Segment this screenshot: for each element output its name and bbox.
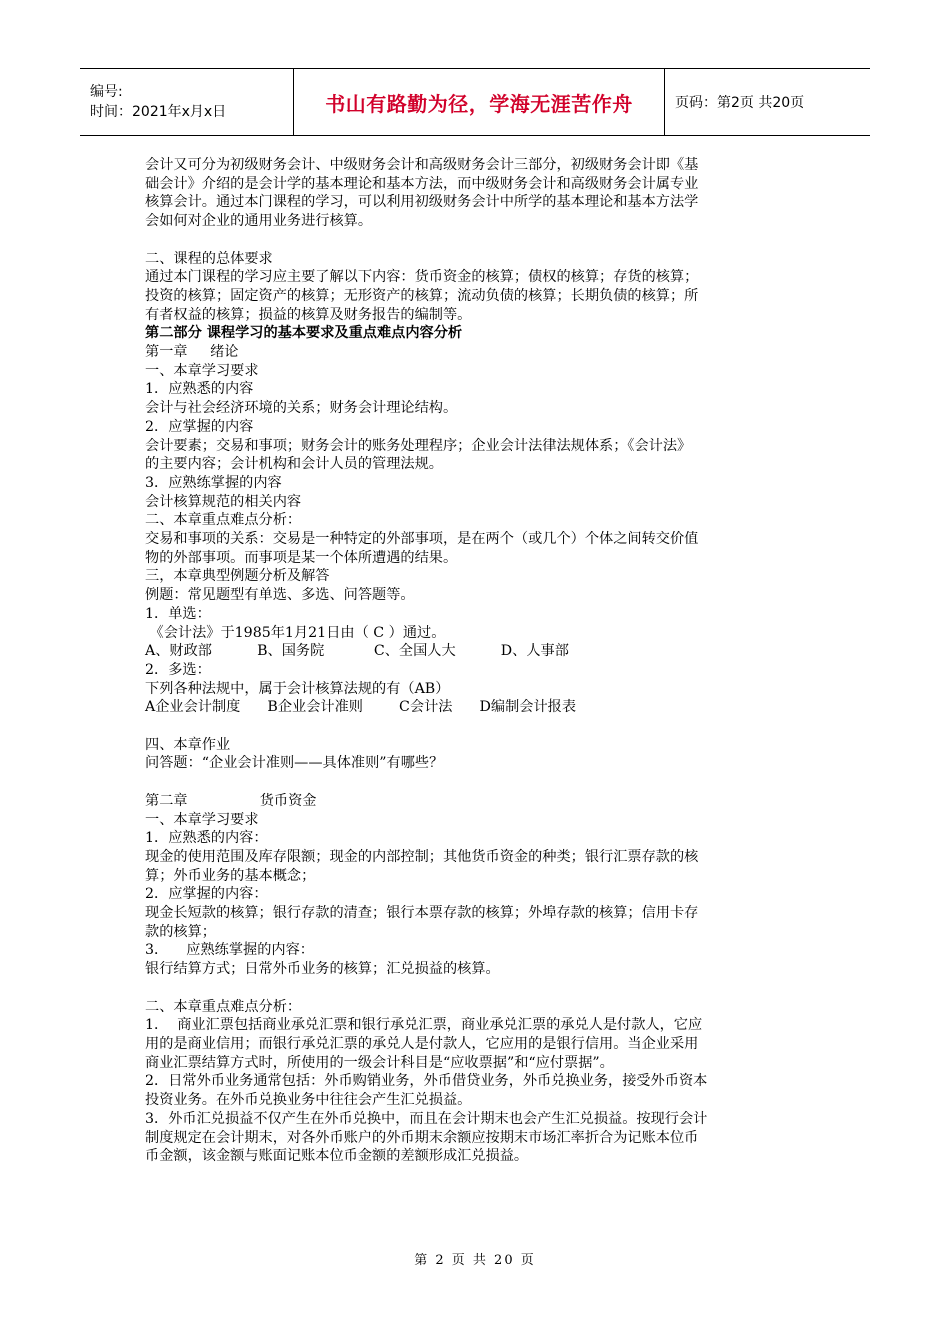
- document-body: [145, 156, 805, 1166]
- text-line: 3．外币汇兑损益不仅产生在外币兑换中，而且在会计期末也会产生汇兑损益。按现行会计: [145, 1110, 708, 1127]
- text-line: 二、本章重点难点分析：: [145, 998, 302, 1015]
- text-line: 核算会计。通过本门课程的学习，可以利用初级财务会计中所学的基本理论和基本方法学: [145, 194, 699, 211]
- text-line: 第一章 绪论: [145, 344, 239, 361]
- blank-line: [145, 231, 805, 250]
- text-line: 有者权益的核算；损益的核算及财务报告的编制等。: [145, 306, 472, 323]
- page-header: [80, 68, 870, 136]
- text-line: 3． 应熟练掌握的内容：: [145, 942, 314, 959]
- text-line: 币金额，该金额与账面记账本位币金额的差额形成汇兑损益。: [145, 1148, 529, 1165]
- text-line: A、财政部 B、国务院 C、全国人大 D、人事部: [145, 643, 569, 660]
- text-line: 银行结算方式；日常外币业务的核算；汇兑损益的核算。: [145, 961, 500, 978]
- text-line: 用的是商业信用；而银行承兑汇票的承兑人是付款人，它应用的是银行信用。当企业采用: [145, 1035, 699, 1052]
- text-line: 1．单选：: [145, 605, 211, 622]
- text-line: 会计又可分为初级财务会计、中级财务会计和高级财务会计三部分，初级财务会计即《基: [145, 157, 699, 173]
- header-page-number: 页码：第2页 共20页: [665, 69, 871, 136]
- text-line: 投资业务。在外币兑换业务中往往会产生汇兑损益。: [145, 1092, 472, 1109]
- text-line: 2．应掌握的内容：: [145, 886, 268, 903]
- text-line: 一、本章学习要求: [145, 811, 259, 828]
- text-line: 商业汇票结算方式时，所使用的一级会计科目是“应收票据”和“应付票据”。: [145, 1054, 614, 1071]
- text-line: 1．应熟悉的内容：: [145, 830, 268, 847]
- text-line: 会计与社会经济环境的关系；财务会计理论结构。: [145, 400, 458, 417]
- text-line: 1．应熟悉的内容: [145, 381, 254, 398]
- text-line: 2．应掌握的内容: [145, 418, 254, 435]
- text-line: 投资的核算；固定资产的核算；无形资产的核算；流动负债的核算；长期负债的核算；所: [145, 287, 699, 304]
- text-line: 现金长短款的核算；银行存款的清查；银行本票存款的核算；外埠存款的核算；信用卡存: [145, 905, 699, 922]
- text-line: 础会计》介绍的是会计学的基本理论和基本方法，而中级财务会计和高级财务会计属专业: [145, 175, 699, 192]
- document-date: 时间：2021年x月x日: [90, 104, 227, 120]
- text-line: 《会计法》于1985年1月21日由（ C ）通过。: [145, 624, 446, 641]
- text-line: 会如何对企业的通用业务进行核算。: [145, 213, 373, 230]
- text-line: 会计要素；交易和事项；财务会计的账务处理程序；企业会计法律法规体系；《会计法》: [145, 437, 692, 454]
- text-line: 交易和事项的关系：交易是一种特定的外部事项，是在两个（或几个）个体之间转交价值: [145, 531, 699, 548]
- text-line: 3．应熟练掌握的内容: [145, 474, 282, 491]
- text-line: 二、课程的总体要求: [145, 250, 273, 267]
- text-line: 通过本门课程的学习应主要了解以下内容：货币资金的核算；债权的核算；存货的核算；: [145, 269, 699, 286]
- text-line: 第二部分 课程学习的基本要求及重点难点内容分析: [145, 325, 463, 342]
- text-line: 问答题：“企业会计准则——具体准则”有哪些？: [145, 755, 444, 772]
- text-line: 的主要内容；会计机构和会计人员的管理法规。: [145, 456, 443, 473]
- text-line: 第二章 货币资金: [145, 792, 317, 809]
- text-line: 一、本章学习要求: [145, 362, 259, 379]
- blank-line: [145, 979, 805, 998]
- document-number: 编号:: [90, 84, 123, 100]
- blank-line: [145, 717, 805, 736]
- header-meta: [80, 69, 294, 136]
- text-line: 会计核算规范的相关内容: [145, 493, 302, 510]
- text-line: 现金的使用范围及库存限额；现金的内部控制；其他货币资金的种类；银行汇票存款的核: [145, 848, 699, 865]
- text-line: 物的外部事项。而事项是某一个体所遭遇的结果。: [145, 549, 458, 566]
- blank-line: [145, 773, 805, 792]
- text-line: A企业会计制度 B企业会计准则 C会计法 D编制会计报表: [145, 699, 577, 716]
- header-motto: 书山有路勤为径，学海无涯苦作舟: [294, 69, 665, 136]
- text-line: 款的核算；: [145, 923, 216, 940]
- text-line: 二、本章重点难点分析：: [145, 512, 302, 529]
- text-line: 算；外币业务的基本概念；: [145, 867, 316, 884]
- text-line: 三，本章典型例题分析及解答: [145, 568, 330, 585]
- text-line: 制度规定在会计期末，对各外币账户的外币期末余额应按期末市场汇率折合为记账本位币: [145, 1129, 699, 1146]
- text-line: 2．日常外币业务通常包括：外币购销业务，外币借贷业务，外币兑换业务，接受外币资本: [145, 1073, 708, 1090]
- text-line: 四、本章作业: [145, 736, 231, 753]
- text-line: 2．多选：: [145, 661, 211, 678]
- text-line: 例题：常见题型有单选、多选、问答题等。: [145, 587, 415, 604]
- text-line: 下列各种法规中，属于会计核算法规的有（AB）: [145, 680, 450, 697]
- text-line: 1． 商业汇票包括商业承兑汇票和银行承兑汇票，商业承兑汇票的承兑人是付款人，它应: [145, 1017, 703, 1034]
- page-footer: 第 2 页 共 20 页: [414, 1253, 536, 1268]
